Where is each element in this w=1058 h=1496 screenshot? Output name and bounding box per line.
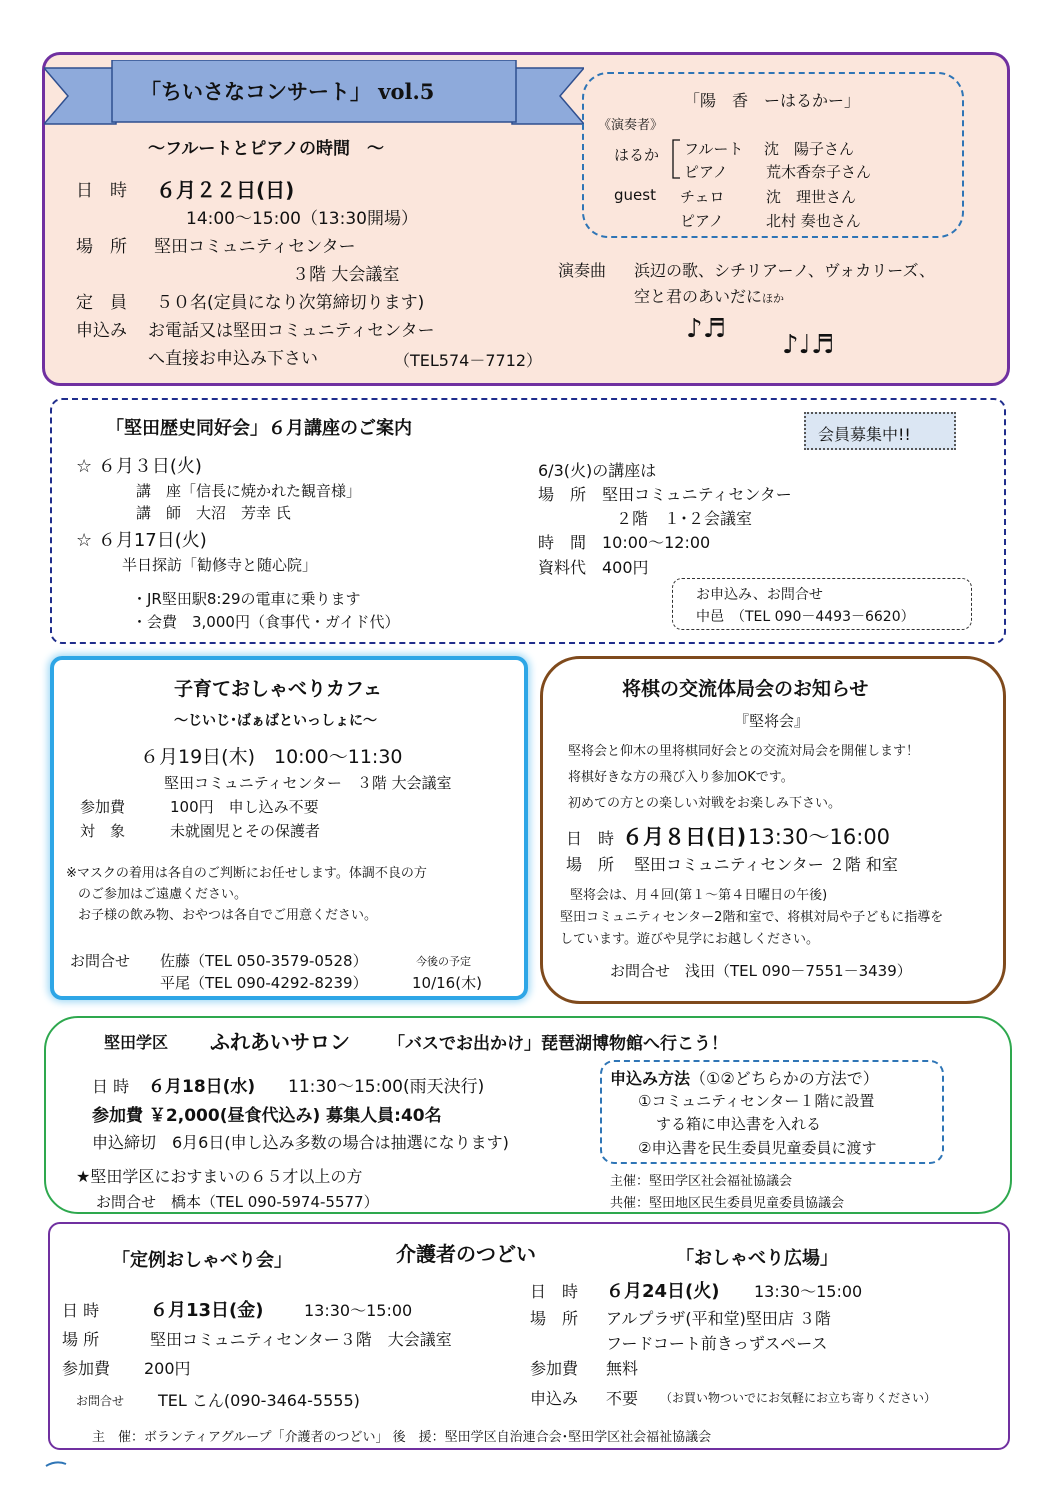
care-l-place-label: 場 所 (62, 1330, 100, 1349)
care-r-fee: 無料 (606, 1359, 639, 1378)
program-line-2 (634, 284, 784, 307)
salon-title: 「バスでお出かけ」琵琶湖博物館へ行こう！ (388, 1034, 728, 1054)
care-r-fee-label: 参加費 (530, 1359, 579, 1378)
shogi-desc-3: 初めての方との楽しい対戦をお楽しみ下さい。 (568, 796, 842, 811)
salon-name: ふれあいサロン (210, 1030, 350, 1054)
care-l-date: ６月13日(金) (150, 1300, 264, 1321)
salon-time: 11:30～15:00(雨天決行) (288, 1077, 485, 1097)
member-badge-text: 会員募集中!! (818, 425, 911, 444)
shogi-info-3: しています。遊びや見学にお越しください。 (560, 932, 819, 947)
salon-method-title (610, 1066, 879, 1089)
care-left-title: 「定例おしゃべり会」 (112, 1250, 292, 1271)
program-line-2-text: 空と君のあいだに (634, 287, 763, 306)
cafe-next-label: 今後の予定 (416, 955, 471, 968)
music-notes-icon: ♪♬ (686, 314, 726, 344)
concert-place-label: 場 所 (76, 237, 127, 257)
history-item2-line3: ・会費 3,000円（食事代・ガイド代） (132, 613, 400, 631)
concert-subtitle: ～フルートとピアノの時間 ～ (148, 139, 384, 159)
shogi-title: 将棋の交流体局会のお知らせ (622, 678, 869, 700)
program-label: 演奏曲 (558, 261, 607, 280)
history-item1-line1: 講 座「信長に焼かれた観音様」 (136, 482, 362, 500)
salon-method-1a: ①コミュニティセンター１階に設置 (638, 1092, 875, 1110)
history-r-line1: 6/3(火)の講座は (538, 461, 657, 480)
cello-name: 沈 理世さん (766, 188, 857, 206)
history-r-line5: 資料代 400円 (538, 558, 649, 577)
shogi-time: 13:30～16:00 (748, 825, 891, 849)
concert-apply-1: お電話又は堅田コミュニティセンター (148, 321, 435, 341)
care-r-place: アルプラザ(平和堂)堅田店 ３階 (606, 1309, 831, 1328)
concert-apply-label: 申込み (76, 321, 127, 341)
salon-eligibility: ★堅田学区におすまいの６５才以上の方 (76, 1167, 363, 1186)
salon-fee: 参加費 ￥2,000(昼食代込み) 募集人員:40名 (92, 1106, 442, 1126)
care-center-title: 介護者のつどい (396, 1242, 536, 1266)
history-item2-line2: ・JR堅田駅8:29の電車に乗ります (132, 590, 361, 608)
shogi-info-1: 堅将会は、月４回(第１～第４日曜日の午後) (570, 888, 828, 903)
guest-piano-name: 北村 奏也さん (766, 212, 861, 230)
history-r-line2: 場 所 堅田コミュニティセンター (538, 485, 792, 504)
shogi-contact: お問合せ 浅田（TEL 090－7551－3439） (610, 962, 912, 980)
cafe-fee-value: 100円 申し込み不要 (170, 798, 319, 816)
history-r-line4: 時 間 10:00～12:00 (538, 533, 711, 552)
care-r-date: ６月24日(火) (606, 1281, 720, 1302)
cafe-contact-label: お問合せ (70, 952, 131, 970)
performers-title: 「陽 香 ーはるかー」 (684, 91, 861, 110)
performers-label: 《演奏者》 (598, 118, 664, 133)
concert-apply-tel: （TEL574－7712） (394, 351, 543, 370)
cello-label: チェロ (680, 188, 725, 206)
care-l-fee: 200円 (144, 1359, 191, 1378)
music-notes-icon-2: ♪♩♬ (782, 330, 835, 360)
shogi-info-2: 堅田コミュニティセンター2階和室で、将棋対局や子どもに指導を (560, 910, 944, 925)
cafe-place: 堅田コミュニティセンター ３階 大会議室 (164, 774, 452, 792)
salon-deadline: 申込締切 6月6日(申し込み多数の場合は抽選になります) (92, 1133, 509, 1152)
concert-date-label: 日 時 (76, 181, 127, 201)
care-r-apply-label: 申込み (530, 1389, 579, 1408)
concert-title: 「ちいさなコンサート」 vol.5 (140, 79, 435, 104)
care-l-contact-label: お問合せ (76, 1394, 125, 1408)
concert-date: ６月２２日(日) (156, 178, 295, 202)
care-l-fee-label: 参加費 (62, 1359, 111, 1378)
cafe-note-2: のご参加はご遠慮ください。 (78, 887, 248, 902)
care-r-date-label: 日 時 (530, 1282, 579, 1301)
care-r-time: 13:30～15:00 (754, 1282, 863, 1301)
piano-name: 荒木香奈子さん (766, 163, 872, 181)
care-l-contact: TEL こん(090-3464-5555) (158, 1391, 360, 1410)
shogi-date-label: 日 時 (566, 829, 615, 848)
care-r-place-label: 場 所 (530, 1309, 579, 1328)
history-item2-line1: 半日探訪「勧修寺と随心院」 (122, 556, 318, 574)
salon-district: 堅田学区 (104, 1033, 169, 1052)
cafe-next-date: 10/16(木) (412, 974, 482, 992)
piano-label: ピアノ (684, 163, 728, 181)
concert-capacity: ５０名(定員になり次第締切ります) (156, 293, 425, 313)
shogi-subtitle: 『堅将会』 (734, 712, 810, 730)
cafe-note-3: お子様の飲み物、おやつは各自でご用意ください。 (78, 908, 378, 923)
bracket-icon (670, 138, 682, 180)
history-item1-line2: 講 師 大沼 芳幸 氏 (136, 504, 291, 522)
program-line-1: 浜辺の歌、シチリアーノ、ヴォカリーズ、 (634, 261, 935, 280)
history-r-line3: ２階 １･２会議室 (616, 509, 753, 528)
guest-piano-label: ピアノ (680, 212, 724, 230)
flute-name: 沈 陽子さん (764, 140, 855, 158)
care-r-apply-note: （お買い物ついでにお気軽にお立ち寄りください） (660, 1391, 937, 1405)
history-contact-1: お申込み、お問合せ (696, 587, 823, 603)
corner-mark (44, 1458, 68, 1468)
shogi-place: 堅田コミュニティセンター ２階 和室 (634, 855, 898, 874)
care-r-place-sub: フードコート前きっずスペース (606, 1334, 828, 1353)
salon-contact: お問合せ 橋本（TEL 090-5974-5577） (96, 1193, 379, 1211)
salon-date-label: 日 時 (92, 1077, 130, 1096)
shogi-date: ６月８日(日) (622, 825, 747, 849)
cafe-note-1: ※マスクの着用は各自のご判断にお任せします。体調不良の方 (66, 866, 427, 881)
shogi-desc-1: 堅将会と仰木の里将棋同好会との交流対局会を開催します！ (568, 744, 920, 759)
history-item1-date: ☆ ６月３日(火) (76, 456, 202, 477)
concert-apply-2: へ直接お申込み下さい (148, 349, 318, 369)
flute-label: フルート (684, 140, 744, 158)
care-l-date-label: 日 時 (62, 1301, 100, 1320)
salon-method-label: 申込み方法 (610, 1069, 691, 1088)
haruka-label: はるか (614, 146, 660, 164)
concert-room: ３階 大会議室 (292, 265, 400, 285)
care-l-time: 13:30～15:00 (304, 1301, 413, 1320)
salon-method-note: （①②どちらかの方法で） (690, 1069, 879, 1088)
care-footer: 主 催：ボランティアグループ「介護者のつどい」 後 援：堅田学区自治連合会･堅田学区社会福祉協議会 (92, 1430, 712, 1445)
cafe-subtitle: ～じいじ･ばぁばといっしょに～ (174, 713, 377, 729)
cafe-title: 子育ておしゃべりカフェ (174, 678, 383, 700)
program-suffix: ほか (762, 292, 785, 305)
history-title: 「堅田歴史同好会」６月講座のご案内 (106, 418, 412, 439)
salon-method-2: ②申込書を民生委員児童委員に渡す (638, 1139, 877, 1157)
history-contact-2: 中邑 （TEL 090－4493－6620） (696, 609, 915, 625)
cafe-target-label: 対 象 (80, 822, 126, 840)
cafe-contact-2: 平尾（TEL 090-4292-8239） (160, 974, 368, 992)
shogi-desc-2: 将棋好きな方の飛び入り参加OKです。 (568, 770, 794, 785)
history-item2-date: ☆ ６月17日(火) (76, 530, 207, 551)
guest-label: guest (614, 186, 656, 204)
concert-time: 14:00～15:00（13:30開場） (186, 209, 418, 229)
care-r-apply: 不要 (606, 1389, 639, 1408)
salon-method-1b: する箱に申込書を入れる (656, 1115, 822, 1133)
cafe-datetime: ６月19日(木) 10:00～11:30 (140, 746, 403, 768)
care-right-title: 「おしゃべり広場」 (676, 1248, 838, 1269)
cafe-target-value: 未就園児とその保護者 (170, 822, 321, 840)
salon-organizer: 主催：堅田学区社会福祉協議会 (610, 1174, 793, 1189)
concert-capacity-label: 定 員 (76, 293, 127, 313)
care-l-place: 堅田コミュニティセンター３階 大会議室 (150, 1330, 452, 1349)
cafe-fee-label: 参加費 (80, 798, 126, 816)
cafe-contact-1: 佐藤（TEL 050-3579-0528） (160, 952, 368, 970)
salon-date: ６月18日(水) (148, 1077, 256, 1097)
salon-co-organizer: 共催：堅田地区民生委員児童委員協議会 (610, 1196, 845, 1211)
concert-place: 堅田コミュニティセンター (154, 237, 356, 257)
shogi-place-label: 場 所 (566, 855, 615, 874)
